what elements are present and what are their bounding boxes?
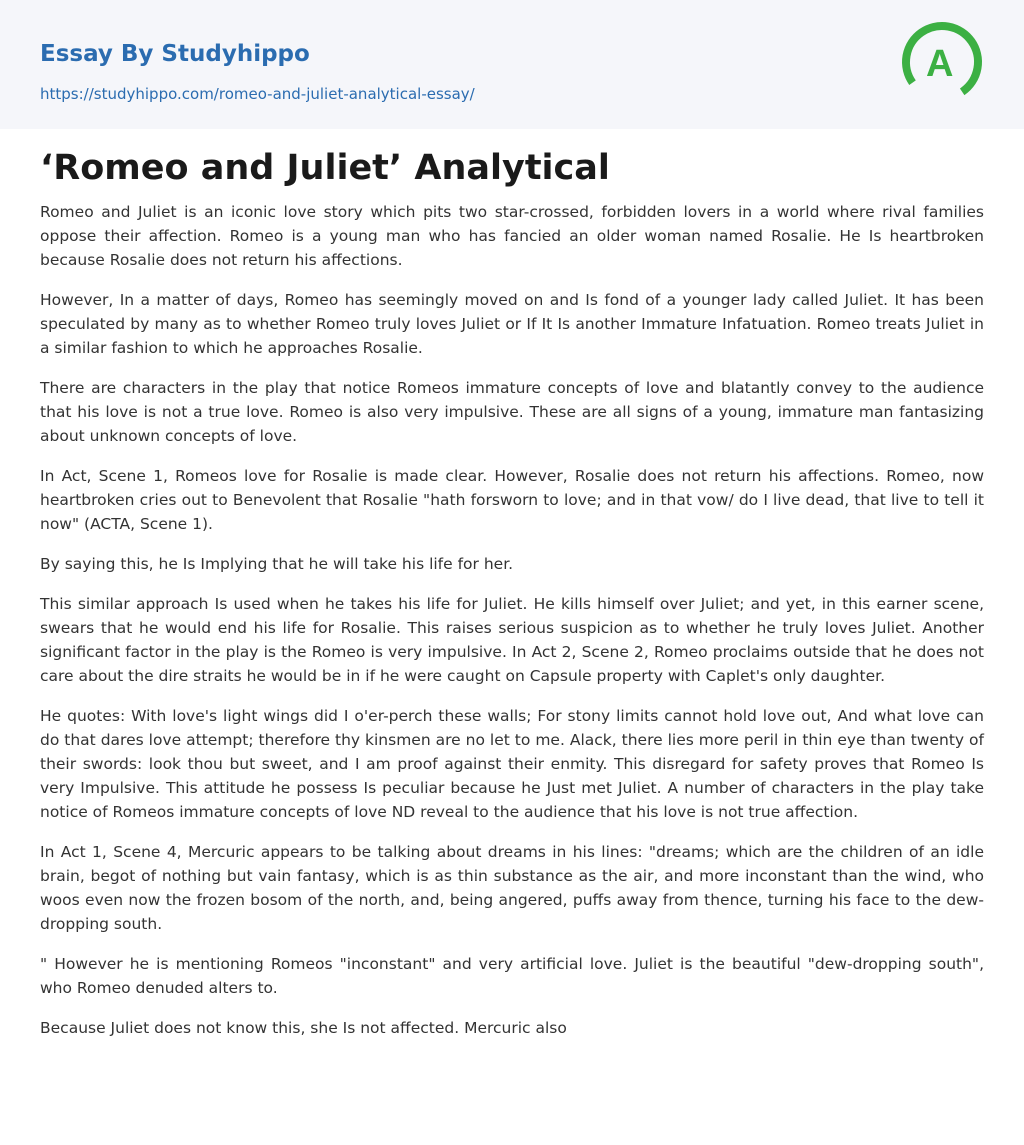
paragraph: By saying this, he Is Implying that he will take his life for her. bbox=[40, 555, 514, 573]
paragraph: This similar approach Is used when he takes his life for Juliet. He kills himself over Juliet; and yet, in this earner scene, swears that he would end his life for Rosalie. This raises serious suspicion as to whether he truly loves Juliet. Another significant factor in the play is the Romeo is very impulsive. In Act 2, Scene 2, Romeo proclaims outside that he does not care about the dire straits he would be in if he were caught on Capsule property with Caplet's only daughter. bbox=[40, 595, 984, 685]
article-url-link[interactable]: https://studyhippo.com/romeo-and-juliet-analytical-essay/ bbox=[40, 85, 475, 103]
paragraph: He quotes: With love's light wings did I o'er-perch these walls; For stony limits cannot hold love out, And what love can do that dares love attempt; therefore thy kinsmen are no let to me. Alack, there lies more peril in thin eye than twenty of their swords: look thou but sweet, and I am proof against their enmity. This disregard for safety proves that Romeo Is very Impulsive. This attitude he possess Is peculiar because he Just met Juliet. A number of characters in the play take notice of Romeos immature concepts of love ND reveal to the audience that his love is not true affection. bbox=[40, 707, 984, 821]
paragraph: " However he is mentioning Romeos "inconstant" and very artificial love. Juliet is the beautiful "dew-dropping south", who Romeo denuded alters to. bbox=[40, 955, 984, 997]
paragraph: In Act 1, Scene 4, Mercuric appears to be talking about dreams in his lines: "dreams; which are the children of an idle brain, begot of nothing but vain fantasy, which is as thin substance as the air, and more inconstant than the wind, who woos even now the frozen bosom of the north, and, being angered, puffs away from thence, turning his face to the dew-dropping south. bbox=[40, 843, 984, 933]
logo-letter: A bbox=[926, 43, 954, 85]
article-body bbox=[40, 200, 984, 1056]
site-brand[interactable]: Essay By Studyhippo bbox=[40, 41, 310, 67]
paragraph: Because Juliet does not know this, she Is not affected. Mercuric also bbox=[40, 1019, 567, 1037]
paragraph: However, In a matter of days, Romeo has seemingly moved on and Is fond of a younger lady called Juliet. It has been speculated by many as to whether Romeo truly loves Juliet or If It Is another Immature Infatuation. Romeo treats Juliet in a similar fashion to which he approaches Rosalie. bbox=[40, 291, 984, 357]
paragraph: In Act, Scene 1, Romeos love for Rosalie is made clear. However, Rosalie does not return his affections. Romeo, now heartbroken cries out to Benevolent that Rosalie "hath forsworn to love; and in that vow/ do I live dead, that live to tell it now" (ACTA, Scene 1). bbox=[40, 467, 984, 533]
article-title: ‘Romeo and Juliet’ Analytical bbox=[40, 148, 610, 188]
logo-a-icon[interactable] bbox=[900, 20, 984, 104]
paragraph: There are characters in the play that notice Romeos immature concepts of love and blatantly convey to the audience that his love is not a true love. Romeo is also very impulsive. These are all signs of a young, immature man fantasizing about unknown concepts of love. bbox=[40, 379, 984, 445]
paragraph: Romeo and Juliet is an iconic love story which pits two star-crossed, forbidden lovers in a world where rival families oppose their affection. Romeo is a young man who has fancied an older woman named Rosalie. He Is heartbroken because Rosalie does not return his affections. bbox=[40, 203, 984, 269]
